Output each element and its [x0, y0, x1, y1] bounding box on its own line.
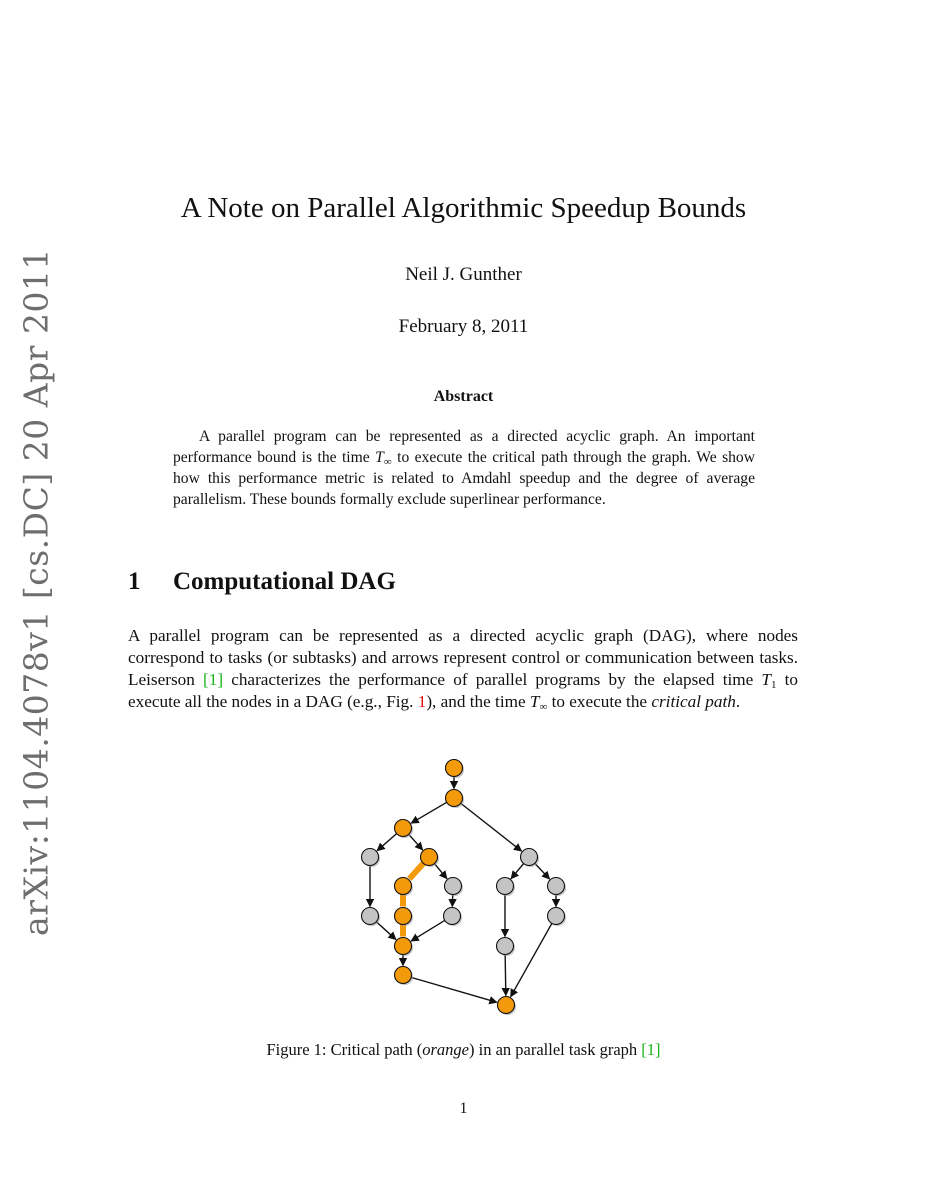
dag-edge — [411, 802, 446, 823]
task-node — [497, 938, 514, 955]
critical-task-node — [395, 967, 412, 984]
t-infinity-symbol — [530, 692, 547, 711]
arxiv-stamp-text: arXiv:1104.4078v1 [cs.DC] 20 Apr 2011 — [16, 248, 56, 936]
dag-edge — [377, 834, 396, 851]
body-text: characterizes the performance of parallel programs by the elapsed time — [223, 670, 762, 689]
t-symbol: T — [529, 692, 540, 711]
critical-task-node — [421, 849, 438, 866]
critical-path-edge — [409, 863, 423, 879]
task-node — [548, 908, 565, 925]
body-text: A parallel program can be represented as a directed acyclic graph (DAG), where nodes correspond to tasks (or subtasks) and arrows represent control or communication between tasks. Leiserson — [128, 626, 798, 689]
dag-edge — [535, 863, 550, 879]
section-number: 1 — [128, 568, 141, 595]
task-node — [548, 878, 565, 895]
dag-edge — [411, 920, 445, 941]
body-paragraph — [128, 625, 798, 713]
caption-citation-link[interactable]: [1] — [641, 1040, 661, 1059]
paper-date: February 8, 2011 — [398, 316, 529, 337]
task-node — [445, 878, 462, 895]
critical-task-node — [498, 997, 515, 1014]
section-title: Computational DAG — [173, 568, 396, 595]
critical-task-node — [395, 820, 412, 837]
paper-title: A Note on Parallel Algorithmic Speedup Bounds — [180, 192, 747, 224]
body-text: . — [735, 692, 741, 711]
critical-task-node — [395, 878, 412, 895]
body-text: to execute all the nodes in a DAG (e.g., Fig. — [128, 670, 799, 711]
dag-edge — [411, 977, 497, 1002]
t-symbol: T — [761, 670, 771, 689]
critical-path-term: critical path — [651, 692, 736, 711]
figure-caption — [0, 1040, 927, 1060]
dag-nodes — [362, 760, 567, 1016]
dag-edge — [511, 923, 552, 996]
critical-task-node — [446, 790, 463, 807]
dag-edge — [409, 834, 423, 850]
dag-edge — [511, 864, 524, 879]
dag-edge — [505, 954, 506, 995]
task-node — [362, 849, 379, 866]
task-node — [362, 908, 379, 925]
body-text: to execute the — [547, 692, 652, 711]
task-node — [444, 908, 461, 925]
figure-ref-link[interactable]: 1 — [417, 692, 427, 711]
critical-task-node — [395, 938, 412, 955]
t1-symbol — [761, 670, 776, 689]
dag-edge — [461, 803, 522, 851]
critical-task-node — [446, 760, 463, 777]
one-subscript: 1 — [770, 679, 777, 691]
body-text: ), and the time — [426, 692, 530, 711]
abstract-heading: Abstract — [433, 388, 494, 405]
author-name: Neil J. Gunther — [405, 264, 522, 285]
abstract-text-part: to execute the critical path through the graph. We show how this performance metric is related to Amdahl speedup and the degree of average parallelism. These bounds formally exclude superlinear performance. — [173, 449, 755, 508]
caption-text: Figure 1: Critical path ( — [266, 1040, 423, 1059]
caption-italic: orange — [422, 1040, 470, 1059]
abstract-text — [173, 426, 755, 510]
section-heading — [128, 568, 396, 596]
t-infinity-symbol — [375, 449, 392, 466]
citation-link[interactable]: [1] — [203, 670, 224, 689]
task-dag-figure — [340, 755, 580, 1020]
t-symbol: T — [375, 449, 384, 466]
dag-edge — [376, 922, 396, 940]
abstract-text-part: A parallel program can be represented as a directed acyclic graph. An important performance bound is the time — [173, 428, 755, 466]
task-node — [497, 878, 514, 895]
caption-text: ) in an parallel task graph — [469, 1040, 642, 1059]
task-node — [521, 849, 538, 866]
infinity-subscript: ∞ — [383, 456, 392, 468]
page-number: 1 — [459, 1100, 468, 1117]
dag-edge — [434, 864, 447, 879]
infinity-subscript: ∞ — [539, 701, 548, 713]
critical-task-node — [395, 908, 412, 925]
arxiv-stamp — [6, 248, 66, 936]
